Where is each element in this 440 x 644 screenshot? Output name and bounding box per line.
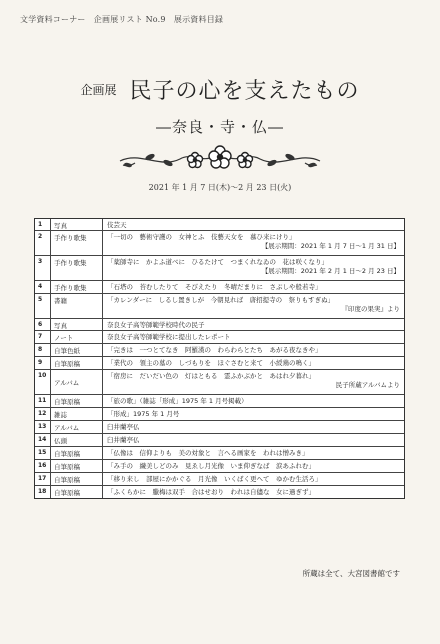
table-row [35,219,404,231]
item-number: 4 [35,281,51,293]
item-text: 伎芸天 [107,221,127,229]
item-type: 自筆原稿 [51,447,103,459]
item-description [103,370,404,394]
item-description [103,319,404,330]
item-description [103,421,404,433]
item-type: 手作り歌集 [51,281,103,293]
item-text: 「仏像は 信仰よりも 美の対象と 言へる画家を われは憎みき」 [107,449,309,457]
item-number: 10 [35,370,51,394]
table-row [35,447,404,460]
item-text: 「形成」1975 年 1 月号 [107,410,180,418]
table-row [35,408,404,421]
table-row [35,460,404,473]
item-type: 仏頭 [51,434,103,446]
item-description [103,219,404,230]
exhibit-table [34,218,405,499]
item-note: 【展示期間：2021 年 1 月 7 日～1 月 31 日】 [261,242,400,251]
item-text: 臼井蘭亭仏 [107,436,140,444]
subtitle: ―奈良・寺・仏― [155,118,284,136]
item-description [103,473,404,485]
header-breadcrumb: 文学資料コーナー 企画展リスト No.9 展示資料目録 [20,15,224,24]
item-number: 15 [35,447,51,459]
item-text: 「宿房に だいだい色の 灯はともる 霊ふかぶかと あはれ夕暮れ」 [107,372,315,380]
item-description [103,294,404,318]
item-text: 「業代の 領主の墓の しづもりを ほぐさむと来て 小綬鶏の鳴く」 [107,359,315,367]
item-description [103,344,404,356]
item-description [103,447,404,459]
table-row [35,357,404,370]
item-type: 自筆原稿 [51,486,103,498]
item-text: 「カレンダーに しるし置きしが 今朝見れば 唐招提寺の 祭りもすぎぬ」 [107,296,335,304]
table-row [35,331,404,344]
table-row [35,231,404,256]
item-text: 「一切の 藝術守護の 女神とふ 伎藝天女を 慕ひ来にけり」 [107,233,296,241]
footer-note: 所蔵は全て、大宮図書館です [302,569,400,578]
table-row [35,281,404,294]
item-type: アルバム [51,370,103,394]
table-row [35,486,404,498]
exhibition-period: 2021 年 1 月 7 日(木)～2 月 23 日(火) [148,183,292,192]
table-row [35,370,404,395]
table-row [35,344,404,357]
item-type: 自筆原稿 [51,460,103,472]
item-description [103,408,404,420]
item-description [103,395,404,407]
item-text: 奈良女子高等師範学校に提出したレポート [107,333,231,341]
item-number: 14 [35,434,51,446]
item-description [103,281,404,293]
item-text: 「み手の 繊美しどのみ 見ゑし月光像 いま仰ぎなば 涙あふれむ」 [107,462,315,470]
item-type: 自筆原稿 [51,357,103,369]
item-type: 手作り歌集 [51,256,103,280]
item-number: 11 [35,395,51,407]
item-type: 書籍 [51,294,103,318]
item-number: 5 [35,294,51,318]
item-text: 「ふくらかに 臘梅は双手 合はせおり われは自儘な 女に過ぎず」 [107,488,315,496]
item-description [103,486,404,498]
item-type: 写真 [51,319,103,330]
item-text: 「薬師寺に かよふ道べに ひるたけて つまくれなゐの 花は咲くなり」 [107,258,328,266]
item-number: 7 [35,331,51,343]
page-title: 民子の心を支えたもの [129,79,360,104]
item-number: 9 [35,357,51,369]
item-type: 自筆色紙 [51,344,103,356]
item-note: 民子所蔵アルバムより [335,381,400,390]
item-text: 「移り来し 部屋にかかぐる 月光像 いくばく更へて ゆかむ生活ろ」 [107,475,322,483]
item-note: 『印度の果実』より [341,305,400,314]
item-text: 臼井蘭亭仏 [107,423,140,431]
item-description [103,231,404,255]
item-number: 16 [35,460,51,472]
item-type: アルバム [51,421,103,433]
table-row [35,256,404,281]
item-type: ノート [51,331,103,343]
item-text: 「旅の歌」（雑誌「形成」1975 年 1 月号掲載） [107,397,248,405]
item-text: 「完きは 一つとてなき 阿羅漢の わらわらとたち あがる夜なきや」 [107,346,322,354]
item-description [103,460,404,472]
item-number: 2 [35,231,51,255]
title-prefix: 企画展 [80,83,117,97]
item-text: 奈良女子高等師範学校時代の民子 [107,321,205,329]
item-type: 雑誌 [51,408,103,420]
item-number: 3 [35,256,51,280]
title-row [0,74,440,105]
table-row [35,473,404,486]
item-number: 12 [35,408,51,420]
item-type: 写真 [51,219,103,230]
item-text: 「石塔の 苔むしたりて そびえたり 冬晴だまりに さぶしや般若寺」 [107,283,322,291]
table-row [35,434,404,447]
table-row [35,294,404,319]
item-number: 17 [35,473,51,485]
floral-ornament-icon [0,141,440,175]
item-description [103,434,404,446]
item-type: 自筆原稿 [51,473,103,485]
item-number: 6 [35,319,51,330]
item-number: 1 [35,219,51,230]
table-row [35,395,404,408]
item-number: 13 [35,421,51,433]
item-note: 【展示期間：2021 年 2 月 1 日～2 月 23 日】 [261,267,400,276]
item-type: 手作り歌集 [51,231,103,255]
item-description [103,256,404,280]
table-row [35,319,404,331]
item-description [103,357,404,369]
item-number: 8 [35,344,51,356]
table-row [35,421,404,434]
item-description [103,331,404,343]
item-number: 18 [35,486,51,498]
item-type: 自筆原稿 [51,395,103,407]
